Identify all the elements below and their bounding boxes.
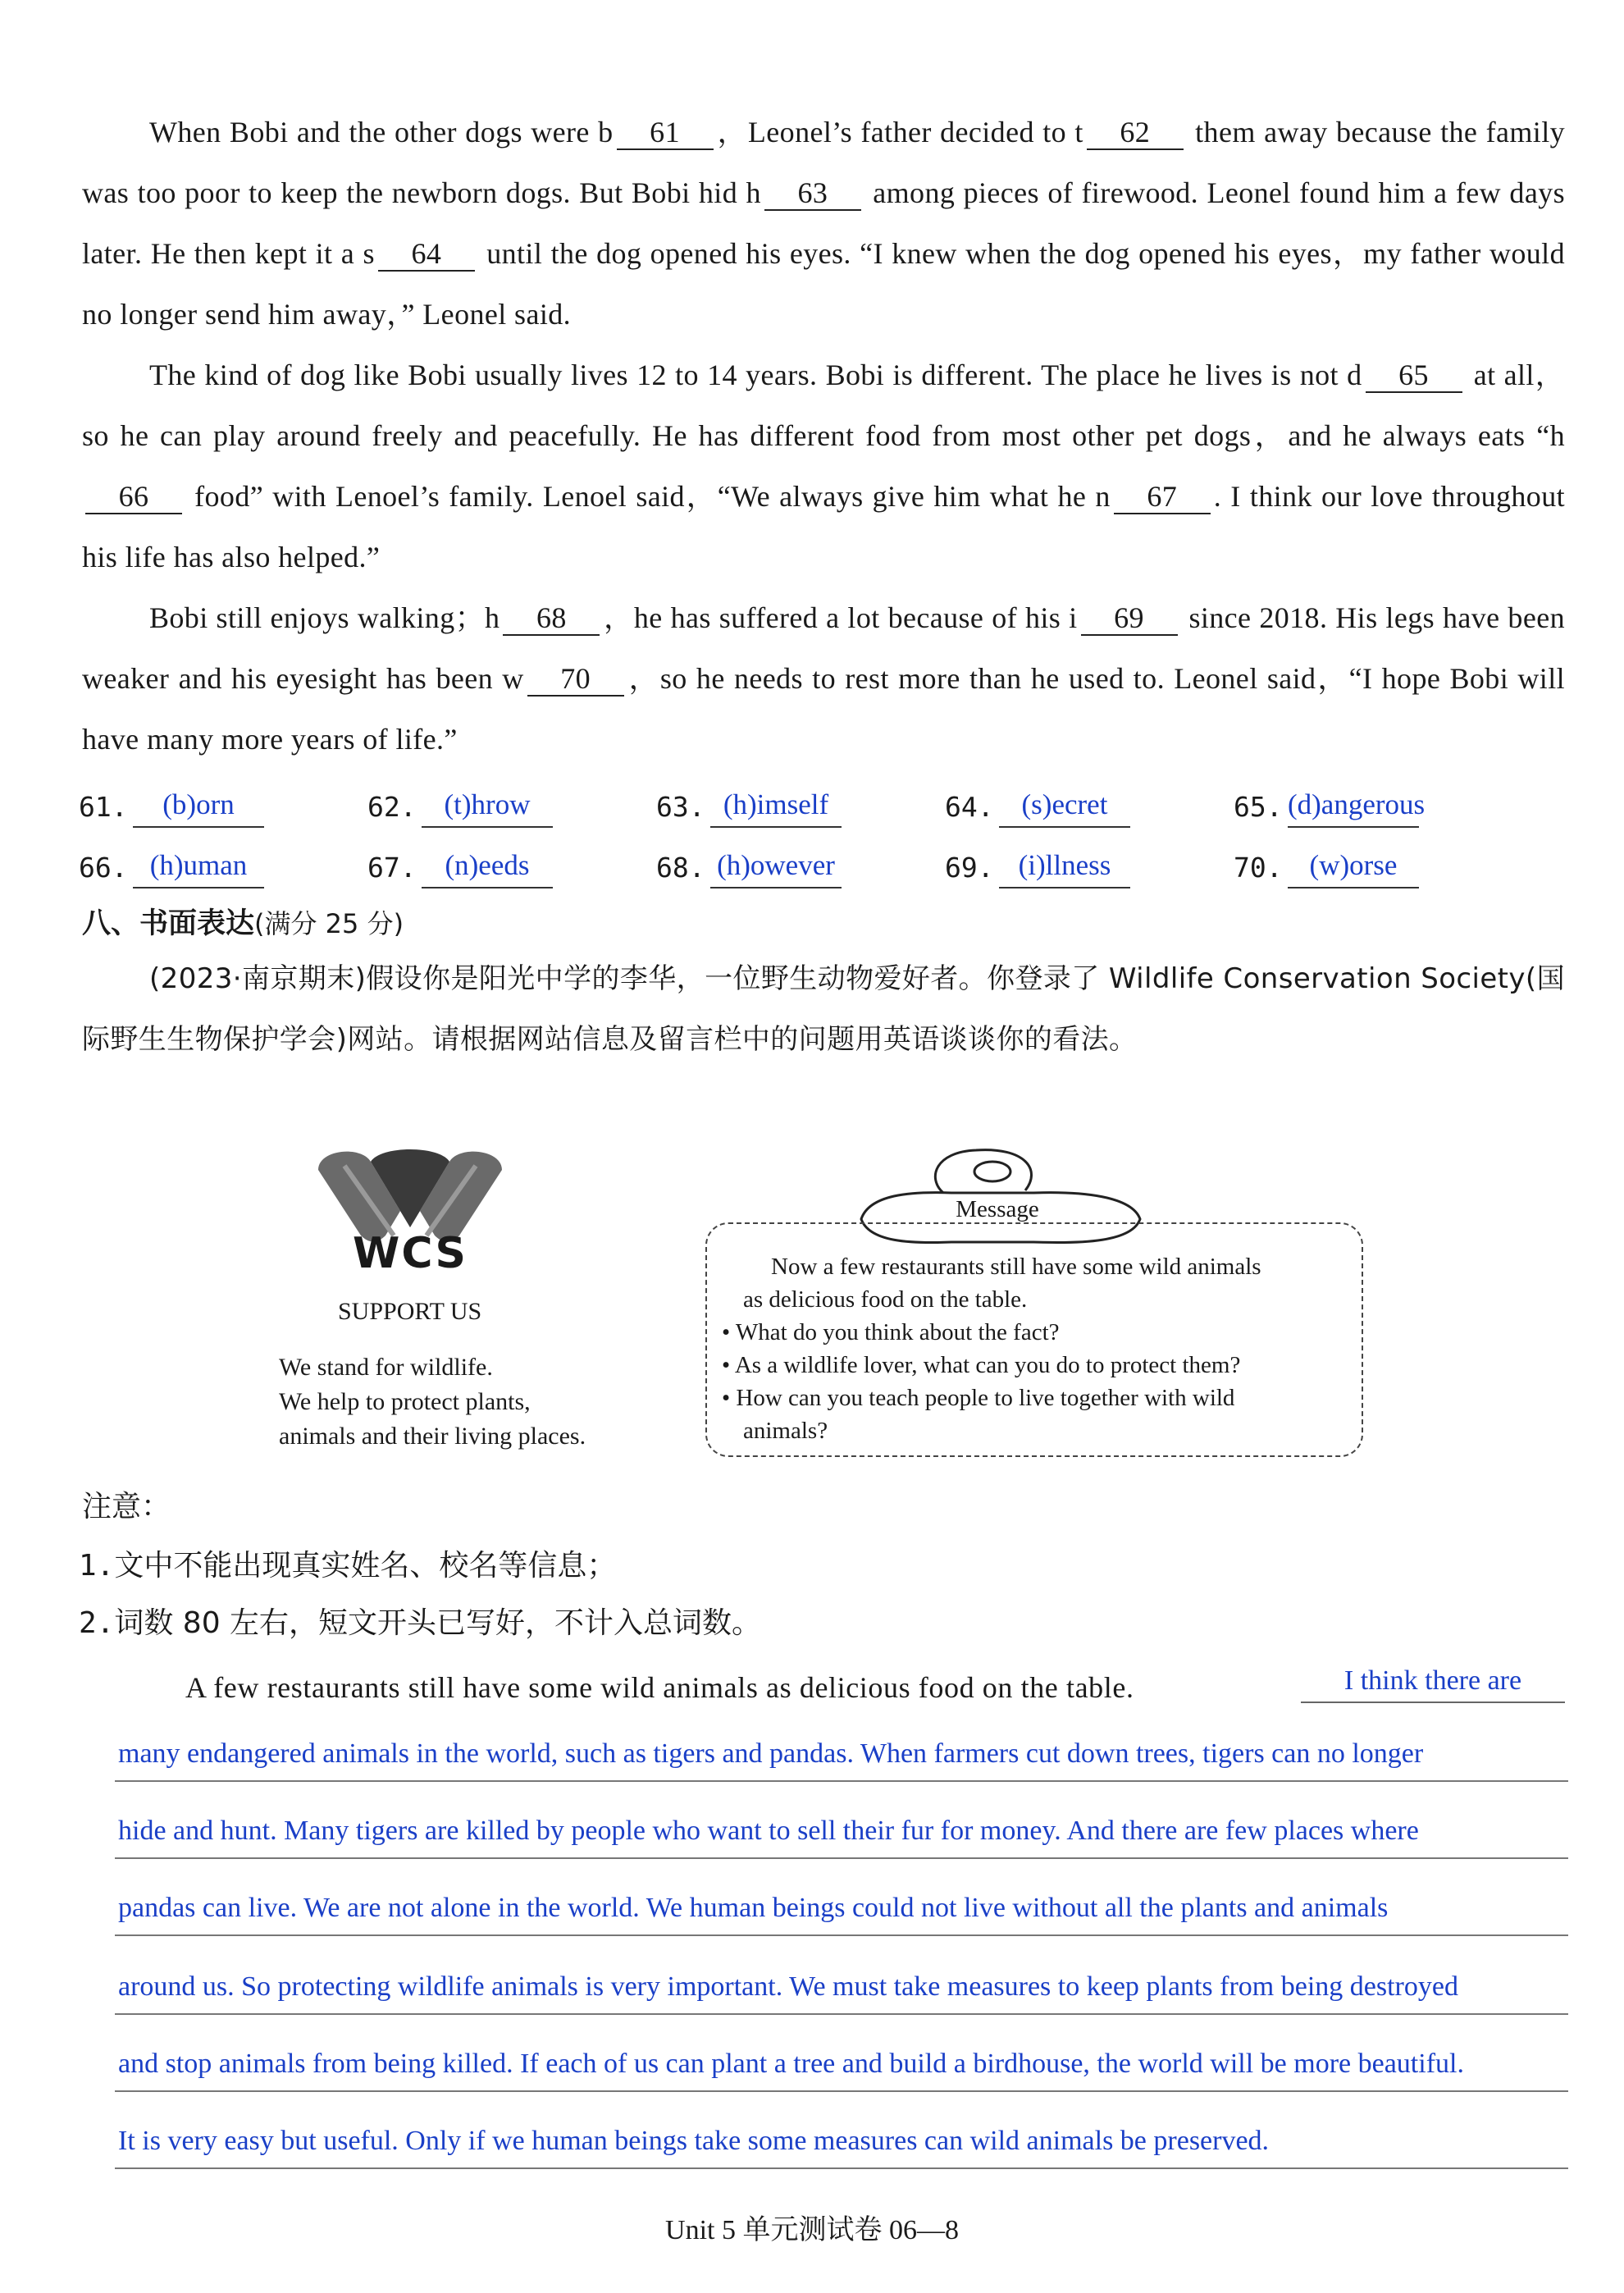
answer-value[interactable]: (w)orse bbox=[1288, 849, 1419, 888]
answer-item-62 bbox=[367, 788, 656, 828]
essay-answer-line[interactable]: It is very easy but useful. Only if we human beings take some measures can wild animals be preserved. bbox=[115, 2118, 1568, 2169]
passage-text: them away because the family was too poor to keep the newborn dogs. But Bobi hid h bbox=[82, 116, 1565, 209]
wcs-support-link[interactable]: SUPPORT US bbox=[338, 1298, 482, 1325]
message-question: • What do you think about the fact? bbox=[722, 1316, 1353, 1349]
answer-value[interactable]: (h)uman bbox=[133, 849, 264, 888]
passage-text: The kind of dog like Bobi usually lives 12 to 14 years. Bobi is different. The place he lives is not d bbox=[149, 359, 1362, 391]
answer-value[interactable]: (s)ecret bbox=[999, 788, 1130, 828]
essay-answer-line[interactable]: and stop animals from being killed. If each of us can plant a tree and build a birdhouse, the world will be more beautiful. bbox=[115, 2041, 1568, 2092]
answer-number: 68. bbox=[656, 852, 705, 884]
passage-text: among pieces of firewood. Leonel found him a few days later. He then kept it a s bbox=[82, 176, 1566, 270]
passage-text: Bobi still enjoys walking；h bbox=[149, 601, 500, 634]
passage-text: until the dog opened his eyes. “I knew when the dog opened his eyes，my father would no longer send him away，” Leonel said. bbox=[82, 237, 1565, 331]
blank-65: 65 bbox=[1366, 359, 1462, 393]
message-title: Message bbox=[956, 1196, 1039, 1222]
essay-answer-line[interactable]: many endangered animals in the world, such as tigers and pandas. When farmers cut down trees, tigers can no longer bbox=[115, 1731, 1568, 1782]
answer-number: 70. bbox=[1234, 852, 1283, 884]
essay-answer-line[interactable]: hide and hunt. Many tigers are killed by people who want to sell their fur for money. And there are few places where bbox=[115, 1808, 1568, 1859]
answer-value[interactable]: (t)hrow bbox=[422, 788, 553, 828]
wcs-line: We stand for wildlife. bbox=[279, 1354, 493, 1381]
essay-answer-line[interactable]: pandas can live. We are not alone in the world. We human beings could not live without all the plants and animals bbox=[115, 1885, 1568, 1936]
answer-item-66 bbox=[79, 849, 367, 888]
writing-prompt-text: (2023·南京期末)假设你是阳光中学的李华，一位野生动物爱好者。你登录了 Wildlife Conservation Society(国际野生生物保护学会)网站。请根据网站信息及留言栏中的问题用英语谈谈你的看法。 bbox=[82, 962, 1565, 1056]
answer-number: 69. bbox=[945, 852, 994, 884]
message-intro: Now a few restaurants still have some wild animals bbox=[771, 1254, 1261, 1280]
answer-number: 65. bbox=[1234, 791, 1283, 823]
note-text: 词数 80 左右，短文开头已写好，不计入总词数。 bbox=[114, 1606, 762, 1640]
passage-text: food” with Lenoel’s family. Lenoel said，“We always give him what he n bbox=[194, 480, 1111, 513]
answer-value[interactable]: (n)eeds bbox=[422, 849, 553, 888]
passage-text: ，so he needs to rest more than he used to. Leonel said，“I hope Bobi will have many more years of life.” bbox=[82, 662, 1565, 756]
wcs-description bbox=[279, 1350, 586, 1454]
answer-number: 62. bbox=[367, 791, 417, 823]
section-heading bbox=[82, 901, 404, 942]
answer-value[interactable]: (i)llness bbox=[999, 849, 1130, 888]
answer-row-1 bbox=[79, 767, 1572, 828]
note-number: 1. bbox=[79, 1549, 115, 1583]
answer-number: 66. bbox=[79, 852, 128, 884]
message-intro: as delicious food on the table. bbox=[743, 1286, 1028, 1313]
answer-number: 64. bbox=[945, 791, 994, 823]
blank-64: 64 bbox=[378, 237, 475, 272]
blank-62: 62 bbox=[1087, 116, 1184, 150]
essay-answer-start[interactable]: I think there are bbox=[1301, 1660, 1565, 1703]
blank-66: 66 bbox=[85, 480, 182, 514]
passage-paragraph-3 bbox=[82, 587, 1565, 770]
wcs-line: animals and their living places. bbox=[279, 1423, 586, 1450]
answer-grid bbox=[79, 767, 1572, 888]
page-footer: Unit 5 单元测试卷 06—8 bbox=[665, 2215, 959, 2245]
message-content bbox=[722, 1250, 1353, 1447]
answer-item-65 bbox=[1234, 788, 1522, 828]
passage-text: at all，so he can play around freely and peacefully. He has different food from most other pet dogs，and he always eats “h bbox=[82, 359, 1565, 452]
answer-value[interactable]: (d)angerous bbox=[1288, 788, 1419, 828]
notes-heading: 注意： bbox=[82, 1490, 171, 1523]
blank-67: 67 bbox=[1114, 480, 1211, 514]
essay-given-opening: A few restaurants still have some wild animals as delicious food on the table. bbox=[185, 1671, 1134, 1704]
section-title: 八、书面表达 bbox=[82, 907, 255, 940]
note-1 bbox=[79, 1542, 616, 1584]
note-number: 2. bbox=[79, 1606, 115, 1640]
essay-answer-line[interactable]: around us. So protecting wildlife animals is very important. We must take measures to keep plants from being destroyed bbox=[115, 1964, 1568, 2015]
section-score: (满分 25 分) bbox=[254, 908, 404, 939]
answer-item-64 bbox=[945, 788, 1234, 828]
blank-69: 69 bbox=[1081, 601, 1178, 636]
passage-text: since 2018. His legs have been weaker and his eyesight has been w bbox=[82, 601, 1565, 695]
passage-text: . I think our love throughout his life has also helped.” bbox=[82, 480, 1565, 573]
answer-item-69 bbox=[945, 849, 1234, 888]
passage-text: ，Leonel’s father decided to t bbox=[716, 116, 1083, 148]
blank-70: 70 bbox=[527, 662, 624, 697]
answer-value[interactable]: (h)owever bbox=[710, 849, 842, 888]
passage-paragraph-2 bbox=[82, 345, 1565, 587]
blank-68: 68 bbox=[503, 601, 600, 636]
message-board bbox=[705, 1145, 1362, 1457]
answer-value[interactable]: (b)orn bbox=[133, 788, 264, 828]
blank-61: 61 bbox=[617, 116, 714, 150]
answer-value[interactable]: (h)imself bbox=[710, 788, 842, 828]
passage-text: ，he has suffered a lot because of his i bbox=[603, 601, 1078, 634]
wcs-logo-block bbox=[279, 1145, 656, 1473]
answer-item-68 bbox=[656, 849, 945, 888]
answer-item-67 bbox=[367, 849, 656, 888]
answer-number: 63. bbox=[656, 791, 705, 823]
answer-number: 61. bbox=[79, 791, 128, 823]
answer-item-70 bbox=[1234, 849, 1522, 888]
message-question: animals? bbox=[743, 1418, 828, 1444]
message-question: • As a wildlife lover, what can you do to protect them? bbox=[722, 1349, 1353, 1382]
passage-text: When Bobi and the other dogs were b bbox=[149, 116, 614, 148]
blank-63: 63 bbox=[764, 176, 861, 211]
writing-prompt bbox=[82, 948, 1565, 1070]
note-text: 文中不能出现真实姓名、校名等信息； bbox=[114, 1549, 617, 1583]
note-2 bbox=[79, 1600, 761, 1642]
wcs-line: We help to protect plants, bbox=[279, 1388, 531, 1415]
passage-paragraph-1 bbox=[82, 102, 1565, 345]
wcs-name: WCS bbox=[353, 1229, 468, 1278]
answer-row-2 bbox=[79, 828, 1572, 888]
answer-item-63 bbox=[656, 788, 945, 828]
answer-number: 67. bbox=[367, 852, 417, 884]
message-question: • How can you teach people to live together with wild bbox=[722, 1382, 1353, 1414]
answer-item-61 bbox=[79, 788, 367, 828]
